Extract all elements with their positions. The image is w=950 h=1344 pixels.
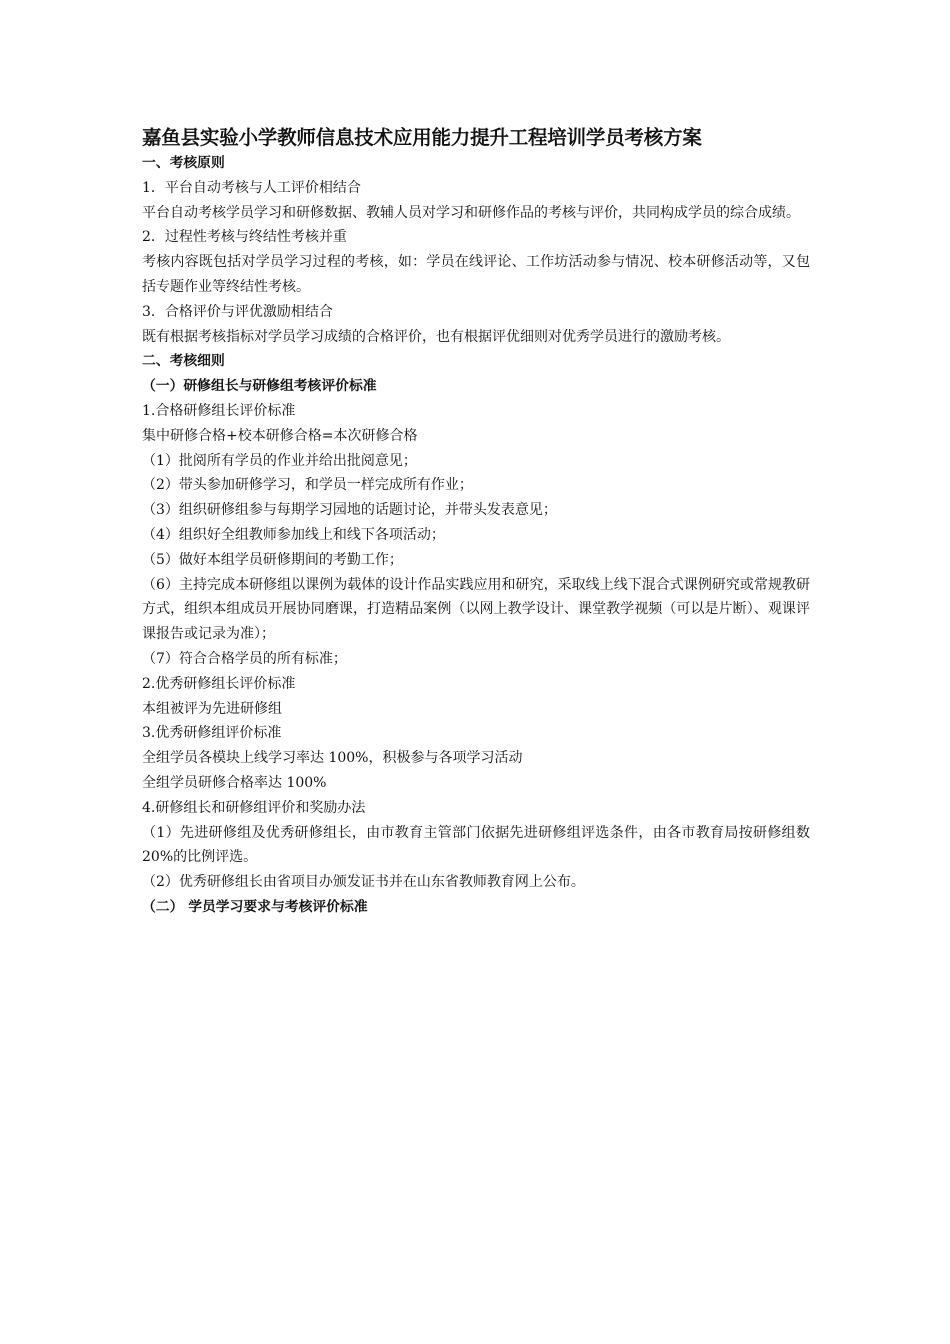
list-item: （5）做好本组学员研修期间的考勤工作； [142, 551, 403, 568]
document-page [142, 124, 810, 920]
list-item: （3）组织研修组参与每期学习园地的话题讨论，并带头发表意见； [142, 502, 557, 519]
principle-2-body: 考核内容既包括对学员学习过程的考核，如：学员在线评论、工作坊活动参与情况、校本研修活动等，又包括专题作业等终结性考核。 [142, 254, 810, 295]
list-item: （1）先进研修组及优秀研修组长，由市教育主管部门依据先进研修组评选条件，由各市教育局按研修组数 20%的比例评选。 [142, 824, 810, 866]
excellent-group-heading: 3.优秀研修组评价标准 [142, 725, 282, 742]
principle-3-body: 既有根据考核指标对学员学习成绩的合格评价，也有根据评优细则对优秀学员进行的激励考核。 [142, 328, 730, 345]
qualified-formula: 集中研修合格+校本研修合格=本次研修合格 [142, 427, 418, 444]
section-heading-principles: 一、考核原则 [142, 155, 225, 171]
list-item: （2）优秀研修组长由省项目办颁发证书并在山东省教师教育网上公布。 [142, 874, 585, 891]
principle-2-heading: 2．过程性考核与终结性考核并重 [142, 229, 347, 246]
principle-1-body: 平台自动考核学员学习和研修数据、教辅人员对学习和研修作品的考核与评价，共同构成学员的综合成绩。 [142, 204, 800, 221]
reward-heading: 4.研修组长和研修组评价和奖励办法 [142, 799, 366, 816]
excellent-group-body-2: 全组学员研修合格率达 100% [142, 774, 327, 791]
document-title: 嘉鱼县实验小学教师信息技术应用能力提升工程培训学员考核方案 [142, 126, 702, 149]
excellent-leader-heading: 2.优秀研修组长评价标准 [142, 675, 296, 692]
list-item: （1）批阅所有学员的作业并给出批阅意见； [142, 452, 417, 469]
list-item: （2）带头参加研修学习，和学员一样完成所有作业； [142, 477, 473, 494]
principle-3-heading: 3．合格评价与评优激励相结合 [142, 303, 333, 320]
list-item: （6）主持完成本研修组以课例为载体的设计作品实践应用和研究，采取线上线下混合式课例研究或常规教研方式，组织本组成员开展协同磨课，打造精品案例（以网上教学设计、课堂教学视频（可以是片断）、观课评课报告或记录为准）； [142, 576, 810, 643]
principle-1-heading: 1．平台自动考核与人工评价相结合 [142, 179, 361, 196]
qualified-leader-heading: 1.合格研修组长评价标准 [142, 402, 296, 419]
subsection-heading-group-leader: （一）研修组长与研修组考核评价标准 [142, 378, 377, 395]
list-item: （4）组织好全组教师参加线上和线下各项活动； [142, 526, 445, 543]
list-item: （7）符合合格学员的所有标准； [142, 650, 347, 667]
subsection-heading-student: （二） 学员学习要求与考核评价标准 [142, 898, 368, 915]
section-heading-rules: 二、考核细则 [142, 353, 225, 370]
excellent-group-body-1: 全组学员各模块上线学习率达 100%，积极参与各项学习活动 [142, 750, 523, 767]
excellent-leader-body: 本组被评为先进研修组 [142, 700, 282, 717]
